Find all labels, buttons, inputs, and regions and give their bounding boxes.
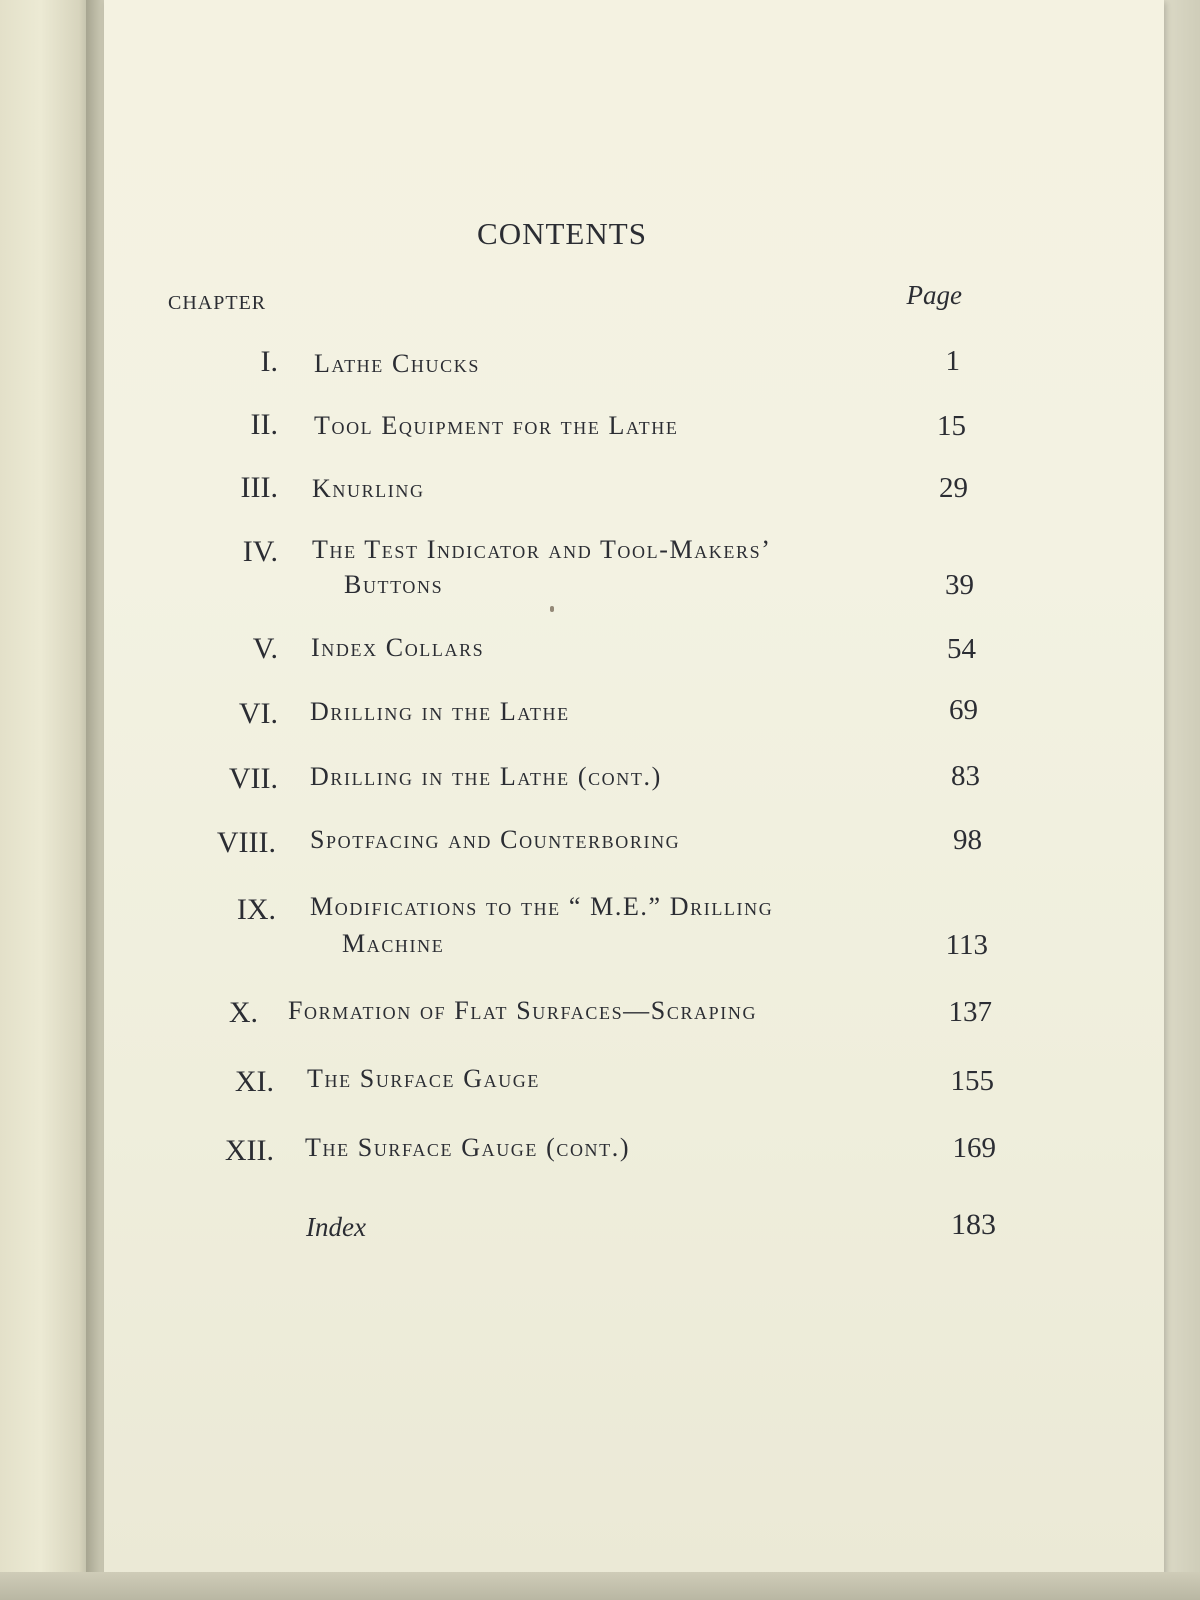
chapter-numeral: VIII. — [216, 826, 276, 859]
chapter-page: 1 — [945, 345, 960, 377]
chapter-page: 15 — [937, 410, 966, 442]
chapter-title: The Surface Gauge (cont.) — [305, 1133, 631, 1162]
chapter-numeral: X. — [228, 996, 258, 1029]
index-label: Index — [306, 1212, 366, 1242]
chapter-numeral: II. — [250, 408, 278, 441]
chapter-page: 169 — [952, 1132, 996, 1164]
chapter-numeral: IX. — [236, 893, 276, 926]
chapter-numeral: VI. — [238, 697, 278, 730]
chapter-title: Index Collars — [311, 633, 485, 662]
contents-title: CONTENTS — [477, 216, 647, 251]
chapter-numeral: III. — [240, 471, 278, 504]
chapter-page: 137 — [948, 996, 992, 1028]
chapter-numeral: VII. — [228, 762, 278, 795]
chapter-title: Drilling in the Lathe (cont.) — [310, 762, 662, 791]
chapter-title: Drilling in the Lathe — [310, 697, 570, 726]
chapter-title: Modifications to the “ M.E.” Drilling — [310, 892, 774, 921]
chapter-page: 83 — [951, 760, 980, 792]
chapter-page: 98 — [953, 824, 982, 856]
chapter-page: 155 — [950, 1065, 994, 1097]
chapter-page: 113 — [945, 929, 988, 961]
chapter-numeral: XI. — [234, 1065, 274, 1098]
chapter-title: Tool Equipment for the Lathe — [314, 411, 679, 440]
chapter-page: 54 — [947, 633, 976, 665]
chapter-title: The Surface Gauge — [307, 1064, 540, 1093]
page-bottom-edge — [0, 1572, 1200, 1600]
page-stack-edge — [1158, 0, 1200, 1600]
chapter-page: 69 — [949, 694, 978, 726]
chapter-title: Spotfacing and Counterboring — [310, 825, 681, 854]
index-page: 183 — [951, 1208, 996, 1241]
chapter-title: Knurling — [312, 474, 425, 503]
page-column-heading: Page — [906, 280, 962, 310]
chapter-numeral: IV. — [242, 535, 278, 568]
chapter-page: 29 — [939, 472, 968, 504]
paper-speck — [550, 606, 554, 612]
chapter-title-continued: Machine — [342, 929, 445, 958]
chapter-title: Lathe Chucks — [314, 349, 480, 378]
chapter-title: The Test Indicator and Tool-Makers’ — [312, 535, 772, 564]
chapter-page: 39 — [945, 569, 974, 601]
chapter-column-heading: CHAPTER — [168, 292, 267, 314]
chapter-title: Formation of Flat Surfaces—Scraping — [288, 996, 758, 1025]
chapter-numeral: XII. — [224, 1134, 274, 1167]
chapter-numeral: I. — [260, 345, 278, 378]
chapter-numeral: V. — [252, 632, 278, 665]
chapter-title-continued: Buttons — [344, 570, 444, 599]
